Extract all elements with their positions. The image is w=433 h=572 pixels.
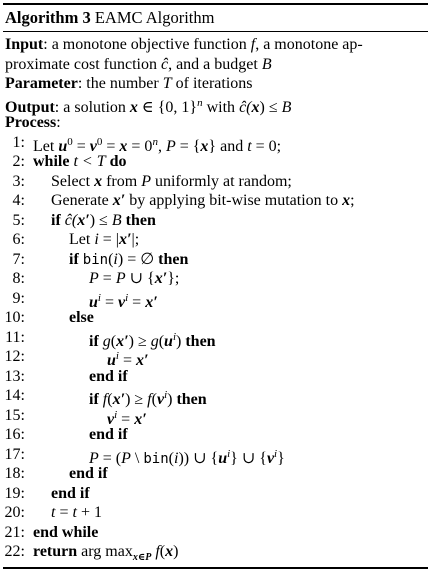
process-line: Process: (5, 114, 61, 131)
output-line: Output: a solution x ∈ {0, 1}$^n$ with ĉ(x) ≤ B (5, 96, 292, 116)
parameter-line: Parameter: the number T of iterations (5, 75, 253, 92)
input-line-1: Input: a monotone objective function f, a monotone ap- (5, 36, 363, 53)
caption-label: Algorithm 3 (5, 8, 91, 27)
input-line-2: proximate cost function ĉ, and a budget B (5, 55, 272, 73)
algorithm-caption (5, 8, 214, 28)
top-rule (3, 3, 428, 5)
caption-rule (3, 31, 428, 32)
caption-title: EAMC Algorithm (94, 8, 215, 27)
bottom-rule (3, 567, 428, 569)
